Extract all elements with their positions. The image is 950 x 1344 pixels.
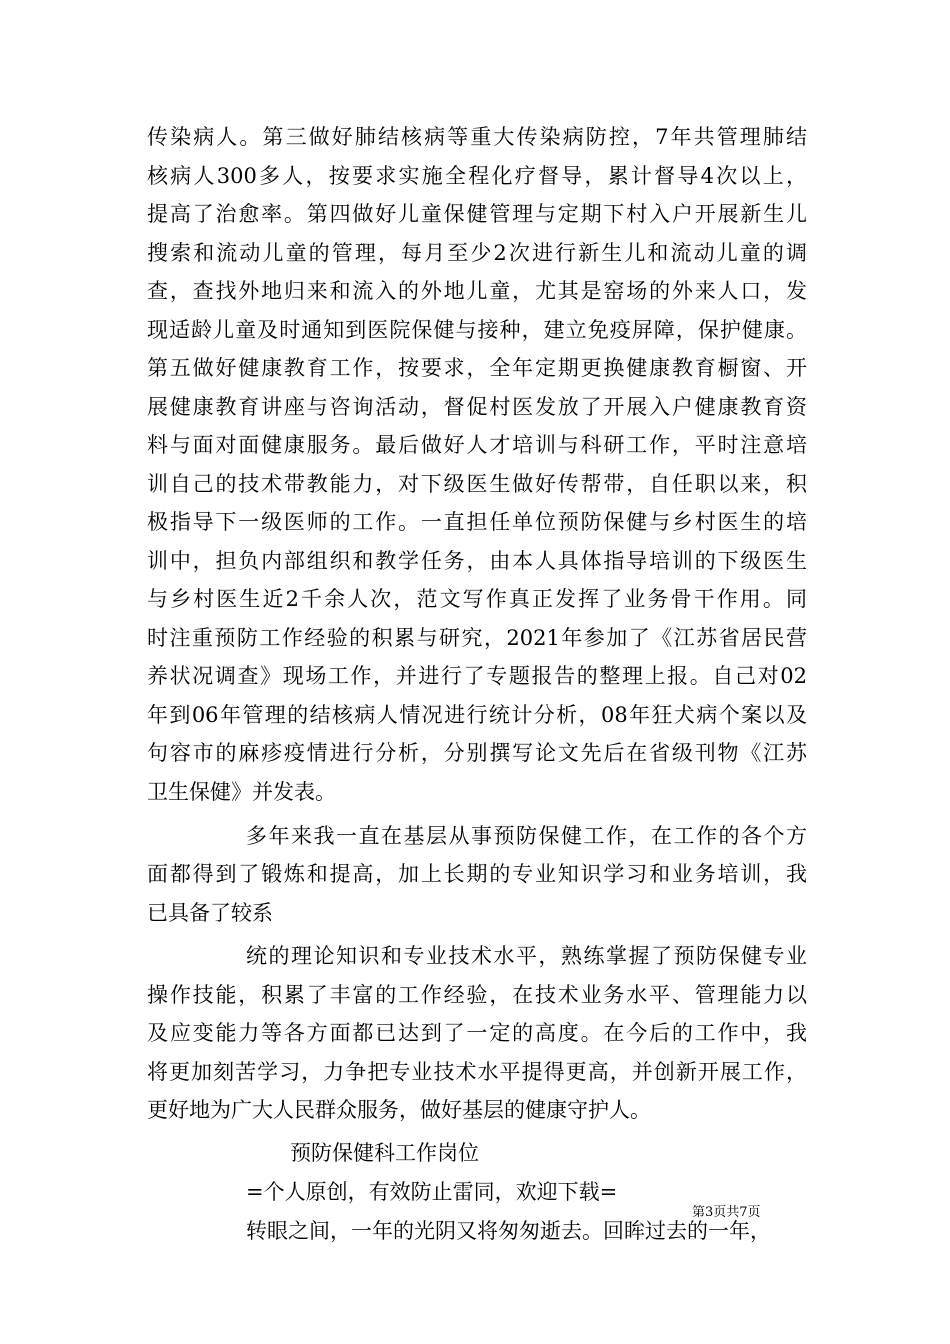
body-line: 展健康教育讲座与咨询活动，督促村医发放了开展入户健康教育资 — [147, 395, 807, 419]
body-line: 面都得到了锻炼和提高，加上长期的专业知识学习和业务培训，我 — [147, 862, 807, 886]
paragraph-first-line: 多年来我一直在基层从事预防保健工作，在工作的各个方 — [246, 824, 807, 848]
body-line: 时注重预防工作经验的积累与研究，2021年参加了《江苏省居民营 — [147, 626, 807, 650]
body-line: 核病人300多人，按要求实施全程化疗督导，累计督导4次以上， — [147, 164, 807, 188]
body-line: 提高了治愈率。第四做好儿童保健管理与定期下村入户开展新生儿 — [147, 202, 807, 226]
paragraph-first-line: 统的理论知识和专业技术水平，熟练掌握了预防保健专业 — [246, 944, 807, 968]
body-line: 句容市的麻疹疫情进行分析，分别撰写论文先后在省级刊物《江苏 — [147, 741, 807, 765]
body-line: 与乡村医生近2千余人次，范文写作真正发挥了业务骨干作用。同 — [147, 587, 807, 611]
notice-line: =个人原创，有效防止雷同，欢迎下载= — [246, 1180, 618, 1204]
body-line: 现适龄儿童及时通知到医院保健与接种，建立免疫屏障，保护健康。 — [147, 318, 807, 342]
body-line: 及应变能力等各方面都已达到了一定的高度。在今后的工作中，我 — [147, 1021, 807, 1045]
paragraph-first-line: 转眼之间，一年的光阴又将匆匆逝去。回眸过去的一年， — [246, 1219, 771, 1243]
body-line: 操作技能，积累了丰富的工作经验，在技术业务水平、管理能力以 — [147, 983, 807, 1007]
body-line: 已具备了较系 — [147, 901, 273, 925]
page-number: 第3页共7页 — [692, 1205, 761, 1220]
body-line: 查，查找外地归来和流入的外地儿童，尤其是窑场的外来人口，发 — [147, 279, 807, 303]
body-line: 养状况调查》现场工作，并进行了专题报告的整理上报。自己对02 — [147, 664, 807, 688]
body-line: 年到06年管理的结核病人情况进行统计分析，08年狂犬病个案以及 — [147, 703, 807, 727]
body-line: 第五做好健康教育工作，按要求，全年定期更换健康教育橱窗、开 — [147, 356, 807, 380]
body-line: 训自己的技术带教能力，对下级医生做好传帮带，自任职以来，积 — [147, 472, 807, 496]
body-line: 更好地为广大人民群众服务，做好基层的健康守护人。 — [147, 1098, 651, 1122]
body-line: 卫生保健》并发表。 — [147, 780, 336, 804]
section-heading: 预防保健科工作岗位 — [290, 1141, 479, 1165]
body-line: 极指导下一级医师的工作。一直担任单位预防保健与乡村医生的培 — [147, 510, 807, 534]
body-line: 训中，担负内部组织和教学任务，由本人具体指导培训的下级医生 — [147, 549, 807, 573]
body-line: 将更加刻苦学习，力争把专业技术水平提得更高，并创新开展工作， — [147, 1060, 807, 1084]
body-line: 料与面对面健康服务。最后做好人才培训与科研工作，平时注意培 — [147, 433, 807, 457]
body-line: 传染病人。第三做好肺结核病等重大传染病防控，7年共管理肺结 — [147, 125, 807, 149]
body-line: 搜索和流动儿童的管理，每月至少2次进行新生儿和流动儿童的调 — [147, 241, 807, 265]
